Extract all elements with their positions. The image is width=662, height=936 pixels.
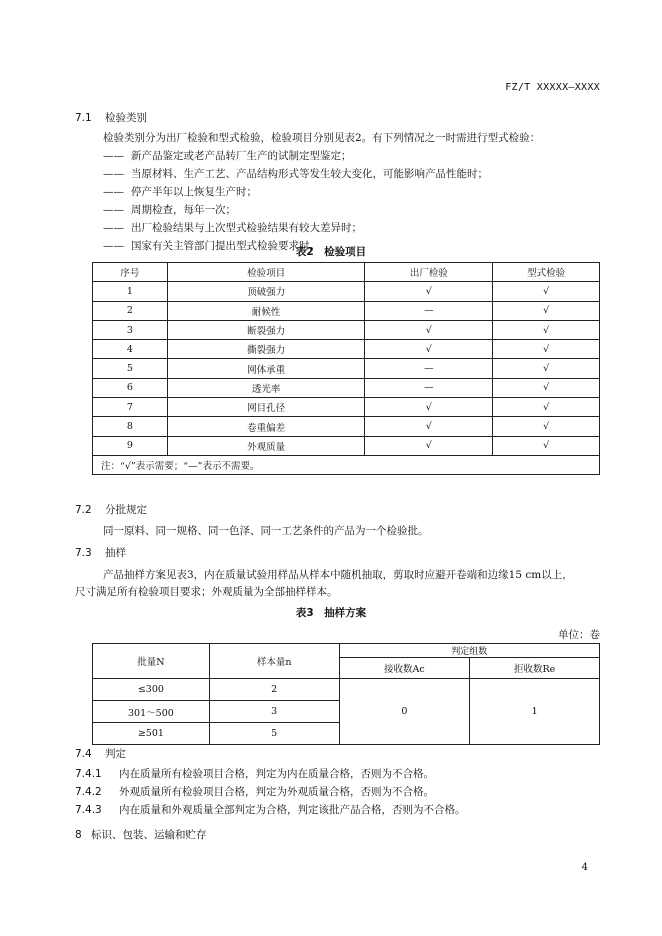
document-code: FZ/T XXXXX—XXXX [505,82,600,93]
table-2-caption: 表2 检验项目 [295,246,367,258]
table-cell: — [365,301,493,320]
table-cell: — [365,378,493,397]
section-7-1-intro: 检验类别分为出厂检验和型式检验，检验项目分别见表2。有下列情况之一时需进行型式检验： [103,132,541,144]
table-row [93,340,600,359]
judgment-item [75,801,466,820]
table-row [93,301,600,320]
dash-mark: —— [103,186,124,198]
bullet-text: 周期检查，每年一次； [131,204,236,216]
table-header-row [93,263,600,282]
item-text: 外观质量所有检验项目合格，判定为外观质量合格，否则为不合格。 [119,786,434,798]
table-header-row [93,644,600,658]
section-7-2-text: 同一原料、同一规格、同一色泽、同一工艺条件的产品为一个检验批。 [103,525,429,537]
section-7-4-heading [75,746,126,761]
header-cell: 序号 [93,263,168,282]
page-number: 4 [581,862,588,873]
table-cell: 3 [93,320,168,339]
section-number: 7.1 [75,112,92,124]
table-row [93,398,600,417]
section-number: 8 [75,829,82,841]
table-row [93,417,600,436]
table-cell: √ [493,398,600,417]
table-cell: 4 [93,340,168,359]
table-cell: — [365,359,493,378]
dash-mark: —— [103,240,124,252]
table-cell: ≤300 [93,679,210,701]
bullet-item [103,201,236,220]
section-title: 分批规定 [105,504,147,516]
table-cell: 网体承重 [167,359,365,378]
section-title: 判定 [105,748,126,760]
table-cell: 网目孔径 [167,398,365,417]
item-number: 7.4.3 [75,804,102,816]
table-note: 注：“√”表示需要；“—”表示不需要。 [93,455,600,474]
section-title: 抽样 [105,547,126,559]
table-cell: √ [365,417,493,436]
table-cell: 耐候性 [167,301,365,320]
section-7-1-heading [75,110,147,125]
header-cell-batch: 批量N [93,644,210,679]
section-number: 7.2 [75,504,92,516]
item-text: 内在质量和外观质量全部判定为合格，判定该批产品合格，否则为不合格。 [119,804,466,816]
judgment-item [75,765,434,784]
dash-mark: —— [103,168,124,180]
section-7-3-text-line1: 产品抽样方案见表3，内在质量试验用样品从样本中随机抽取，剪取时应避开卷端和边缘15 cm以上， [103,569,573,581]
header-cell-sample: 样本量n [209,644,339,679]
bullet-text: 当原材料、生产工艺、产品结构形式等发生较大变化，可能影响产品性能时； [131,168,488,180]
table-cell-re-value: 1 [470,679,600,745]
table-cell: 2 [93,301,168,320]
table-cell: 1 [93,282,168,301]
bullet-item [103,165,488,184]
table-cell: √ [493,359,600,378]
table-cell: √ [493,340,600,359]
table-cell: √ [493,417,600,436]
section-number: 7.3 [75,547,92,559]
table-3-unit: 单位：卷 [558,629,600,641]
bullet-item [103,147,352,166]
item-text: 内在质量所有检验项目合格，判定为内在质量合格，否则为不合格。 [119,768,434,780]
header-cell: 出厂检验 [365,263,493,282]
bullet-text: 新产品鉴定或老产品转厂生产的试制定型鉴定； [131,150,352,162]
table-cell: √ [493,282,600,301]
section-title: 检验类别 [105,112,147,124]
table-cell: 透光率 [167,378,365,397]
section-title: 标识、包装、运输和贮存 [91,829,207,841]
table-row [93,282,600,301]
table-cell: √ [365,282,493,301]
table-cell: 2 [209,679,339,701]
bullet-item [103,219,362,238]
header-cell-ac: 接收数Ac [339,658,470,679]
header-cell-re: 拒收数Re [470,658,600,679]
dash-mark: —— [103,204,124,216]
section-7-2-heading [75,502,147,517]
table-cell: √ [365,320,493,339]
table-cell: √ [365,398,493,417]
dash-mark: —— [103,222,124,234]
dash-mark: —— [103,150,124,162]
table-row [93,359,600,378]
table-cell: √ [493,301,600,320]
table-cell-ac-value: 0 [339,679,470,745]
judgment-item [75,783,434,802]
table-row [93,679,600,701]
bullet-text: 国家有关主管部门提出型式检验要求时。 [131,240,320,252]
table-cell: √ [493,436,600,455]
table-cell: 撕裂强力 [167,340,365,359]
table-cell: √ [365,436,493,455]
bullet-text: 出厂检验结果与上次型式检验结果有较大差异时； [131,222,362,234]
item-number: 7.4.1 [75,768,102,780]
table-cell: 5 [93,359,168,378]
table-cell: 7 [93,398,168,417]
table-cell: √ [493,320,600,339]
table-cell: 3 [209,701,339,723]
table-cell: √ [493,378,600,397]
sampling-plan-table [92,643,600,745]
table-cell: 断裂强力 [167,320,365,339]
table-cell: 8 [93,417,168,436]
inspection-items-table [92,262,600,475]
table-3-caption: 表3 抽样方案 [295,607,367,619]
table-cell: √ [365,340,493,359]
table-cell: 6 [93,378,168,397]
table-cell: 301～500 [93,701,210,723]
section-8-heading [75,827,207,842]
table-row [93,320,600,339]
header-cell: 型式检验 [493,263,600,282]
section-7-3-heading [75,545,126,560]
table-cell: 卷重偏差 [167,417,365,436]
table-cell: 9 [93,436,168,455]
section-7-3-text-line2: 尺寸满足所有检验项目要求；外观质量为全部抽样样本。 [75,586,338,598]
table-cell: 外观质量 [167,436,365,455]
table-cell: 顶破强力 [167,282,365,301]
table-note-row [93,455,600,474]
bullet-text: 停产半年以上恢复生产时； [131,186,257,198]
table-cell: 5 [209,723,339,745]
header-cell-judge: 判定组数 [339,644,599,658]
header-cell: 检验项目 [167,263,365,282]
item-number: 7.4.2 [75,786,102,798]
table-row [93,436,600,455]
table-row [93,378,600,397]
bullet-item [103,183,257,202]
section-number: 7.4 [75,748,92,760]
table-cell: ≥501 [93,723,210,745]
